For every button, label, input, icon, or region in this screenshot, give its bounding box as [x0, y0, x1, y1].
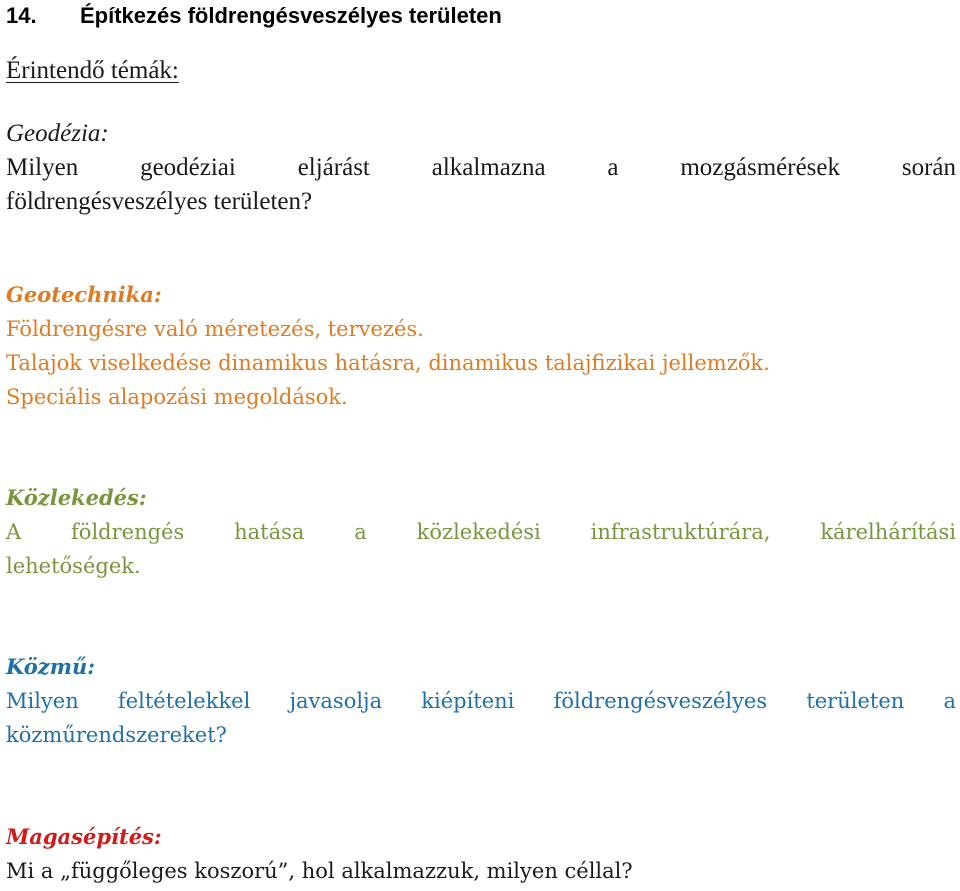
- section-geotechnics: [6, 278, 956, 414]
- document-heading: [6, 0, 956, 32]
- section-geodesy: [6, 117, 956, 219]
- document-title: Építkezés földrengésveszélyes területen: [80, 3, 502, 28]
- section-building: [6, 820, 956, 888]
- section-transport: [6, 481, 956, 583]
- section-line: közműrendszereket?: [6, 723, 227, 747]
- section-line: lehetőségek.: [6, 554, 141, 578]
- section-title-utilities: Közmű:: [6, 654, 95, 679]
- section-title-building: Magasépítés:: [6, 824, 162, 849]
- section-line: Milyen feltételekkel javasolja kiépíteni földrengésveszélyes területen a: [6, 689, 956, 713]
- section-title-transport: Közlekedés:: [6, 485, 147, 510]
- section-line: Mi a „függőleges koszorú”, hol alkalmazzuk, milyen céllal?: [6, 859, 633, 883]
- section-line: Földrengésre való méretezés, tervezés.: [6, 317, 424, 341]
- section-utilities: [6, 650, 956, 752]
- section-line: Milyen geodéziai eljárást alkalmazna a mozgásmérések során: [6, 154, 956, 181]
- section-title-geodesy: Geodézia:: [6, 120, 109, 147]
- topics-label: Érintendő témák:: [6, 57, 179, 84]
- section-line: Speciális alapozási megoldások.: [6, 385, 348, 409]
- section-number: 14.: [6, 3, 37, 28]
- section-title-geotechnics: Geotechnika:: [6, 282, 162, 307]
- section-line: Talajok viselkedése dinamikus hatásra, dinamikus talajfizikai jellemzők.: [6, 351, 770, 375]
- section-line: földrengésveszélyes területen?: [6, 188, 313, 215]
- section-line: A földrengés hatása a közlekedési infrastruktúrára, kárelhárítási: [6, 520, 956, 544]
